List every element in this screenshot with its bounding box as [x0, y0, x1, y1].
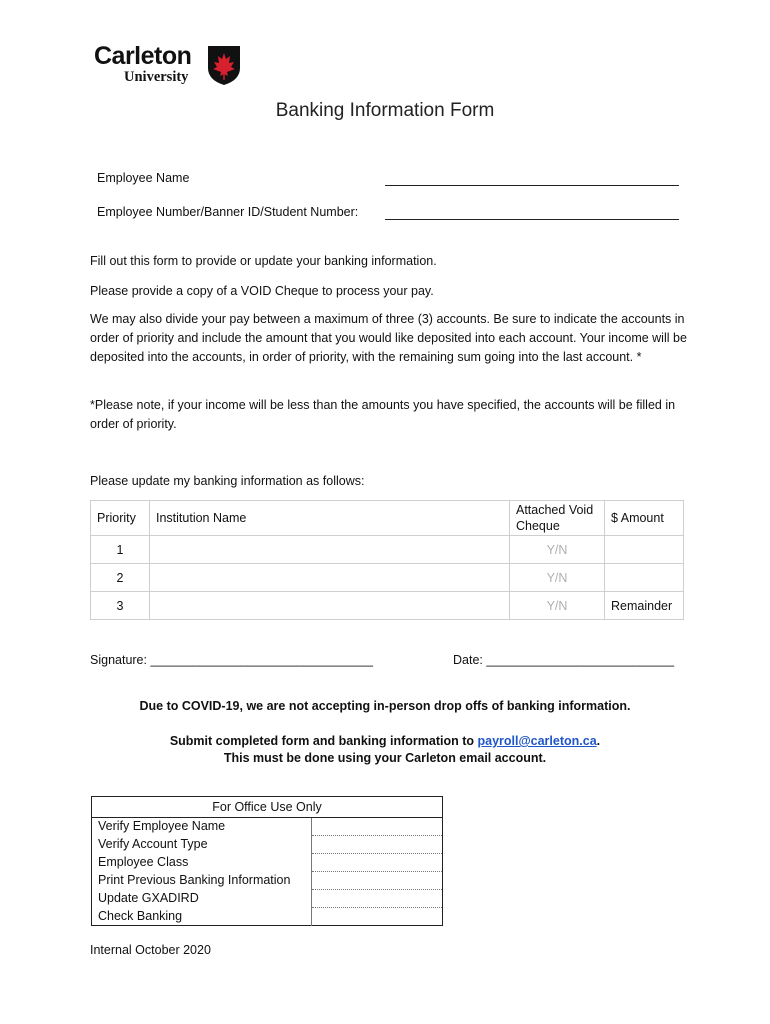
date-field[interactable]: Date: ___________________________ [453, 653, 675, 667]
amount-input[interactable] [605, 536, 684, 564]
institution-input[interactable] [150, 564, 510, 592]
table-intro: Please update my banking information as follows: [90, 474, 365, 488]
carleton-email-notice: This must be done using your Carleton email account. [223, 751, 547, 765]
institution-input[interactable] [150, 592, 510, 620]
office-check-cell[interactable] [312, 872, 443, 890]
table-row [91, 592, 684, 620]
instruction-note: *Please note, if your income will be less than the amounts you have specified, the accounts will be filled in order of priority. [90, 398, 676, 431]
banking-table [90, 500, 684, 620]
cheque-yn-cell[interactable]: Y/N [510, 536, 605, 564]
employee-number-label: Employee Number/Banner ID/Student Number: [97, 205, 359, 219]
office-check-cell[interactable] [312, 818, 443, 836]
amount-remainder: Remainder [605, 592, 684, 620]
maple-leaf-shield-icon [206, 44, 242, 86]
office-item: Verify Employee Name [98, 819, 226, 834]
priority-cell: 2 [91, 564, 150, 592]
logo-wordmark-carleton: Carleton [94, 42, 192, 70]
office-header: For Office Use Only [92, 797, 443, 818]
priority-cell: 1 [91, 536, 150, 564]
instruction-paragraph-3: We may also divide your pay between a maximum of three (3) accounts. Be sure to indicate the accounts in order of priority and include the amount that you would like deposited into each account. Your income will be deposited into the accounts, in order of priority, with the remaining sum going into the last account. * [90, 312, 687, 364]
table-header-row [91, 501, 684, 536]
office-item: Check Banking [98, 908, 183, 923]
priority-cell: 3 [91, 592, 150, 620]
employee-number-field[interactable] [385, 219, 679, 220]
carleton-logo [94, 42, 244, 88]
instruction-paragraph-1: Fill out this form to provide or update your banking information. [90, 254, 437, 268]
covid-notice: Due to COVID-19, we are not accepting in-person drop offs of banking information. [139, 699, 631, 713]
office-row [92, 854, 443, 872]
instruction-paragraph-2: Please provide a copy of a VOID Cheque to process your pay. [90, 284, 434, 298]
office-check-cell[interactable] [312, 854, 443, 872]
header-priority: Priority [91, 501, 150, 536]
footer-version: Internal October 2020 [90, 943, 211, 957]
submit-suffix: . [596, 734, 601, 748]
office-item: Update GXADIRD [98, 891, 199, 905]
office-header-row [92, 797, 443, 818]
table-row [91, 536, 684, 564]
office-item: Employee Class [98, 855, 189, 869]
header-institution: Institution Name [150, 501, 510, 536]
office-item: Verify Account Type [98, 837, 208, 851]
payroll-email-link[interactable]: payroll@carleton.ca [477, 734, 597, 748]
submit-instructions [0, 734, 770, 748]
office-use-table [91, 796, 443, 926]
employee-name-label: Employee Name [97, 171, 190, 185]
office-row [92, 890, 443, 908]
cheque-yn-cell[interactable]: Y/N [510, 592, 605, 620]
cheque-yn-cell[interactable]: Y/N [510, 564, 605, 592]
table-row [91, 564, 684, 592]
institution-input[interactable] [150, 536, 510, 564]
office-row [92, 908, 443, 926]
office-item: Print Previous Banking Information [98, 873, 291, 887]
office-row [92, 872, 443, 890]
office-check-cell[interactable] [312, 836, 443, 854]
header-amount: $ Amount [605, 501, 684, 536]
office-check-cell[interactable] [312, 890, 443, 908]
submit-text: Submit completed form and banking information to [169, 734, 478, 748]
employee-name-field[interactable] [385, 185, 679, 186]
logo-wordmark-university: University [124, 69, 189, 85]
page-title: Banking Information Form [275, 100, 495, 121]
amount-input[interactable] [605, 564, 684, 592]
office-row [92, 818, 443, 836]
office-row [92, 836, 443, 854]
signature-field[interactable]: Signature: ________________________________ [90, 653, 373, 667]
header-void-cheque: Attached Void Cheque [510, 501, 605, 536]
office-check-cell[interactable] [312, 908, 443, 926]
